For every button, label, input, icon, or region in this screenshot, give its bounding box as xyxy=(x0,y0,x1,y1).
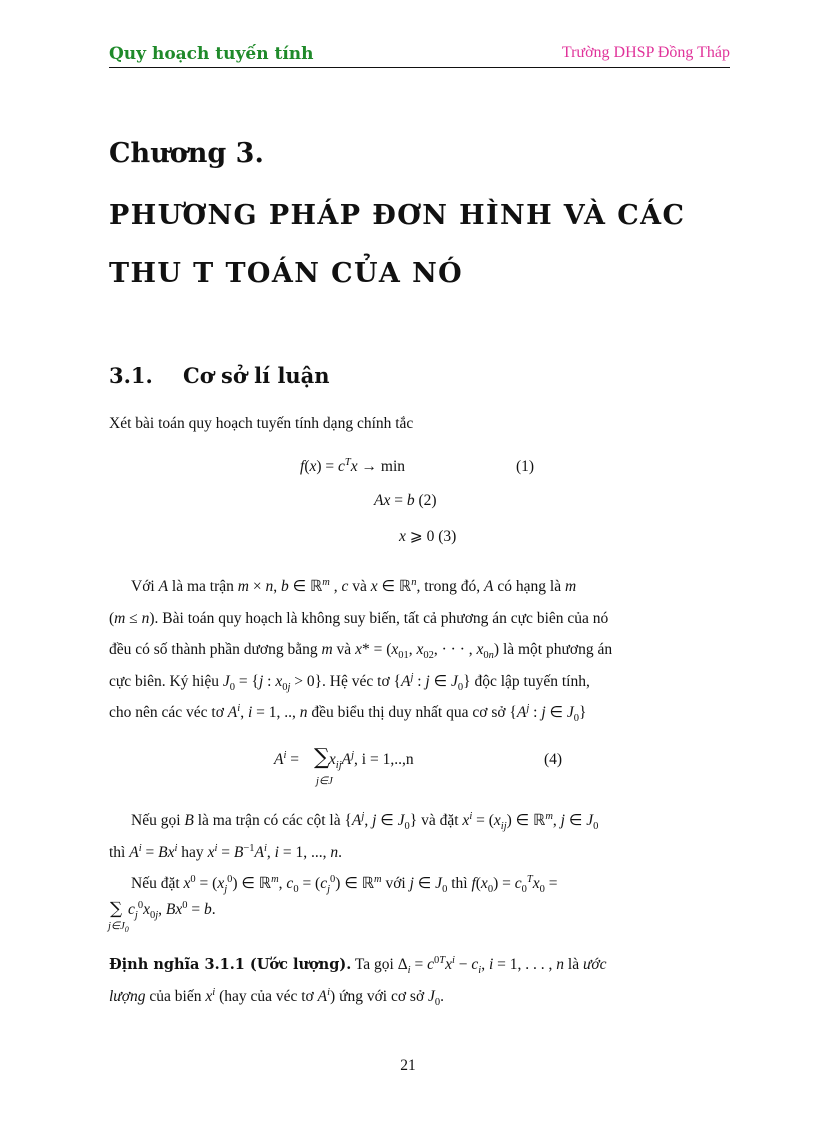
body-paragraph-2: Nếu gọi B là ma trận có các cột là {$A^j$, j ∈ $J_0$} và đặt $x^i = (x_{ij})$ ∈ ℝ$^m$, j ∈ $J_0$ thì $A^i = Bx^i$ hay $x^i = B^{-1}A^i$, i = 1, ..., n. xyxy=(109,810,599,861)
equation-objective: $f(x) = c^Tx \to \min$ xyxy=(300,456,406,475)
equation-number-1: (1) xyxy=(516,458,535,475)
running-header-title: Quy hoạch tuyến tính xyxy=(109,44,314,64)
header-divider xyxy=(109,67,730,68)
summation-index-2: $j\in J_0$ xyxy=(108,921,129,935)
definition-term-1: ước xyxy=(582,956,607,973)
equation-4-range: i = 1,..,n xyxy=(361,751,414,768)
equation-number-2: (2) xyxy=(418,492,437,509)
definition-term-2: lượng xyxy=(109,987,146,1005)
equation-constraint: Ax = b (2) xyxy=(374,492,437,509)
equation-number-4: (4) xyxy=(544,751,563,768)
intro-paragraph: Xét bài toán quy hoạch tuyến tính dạng chính tắc xyxy=(109,415,414,432)
page-number: 21 xyxy=(400,1057,416,1074)
definition-paragraph: Định nghĩa 3.1.1 (Ước lượng). Ta gọi $\Delta_i = c^{0T}x^i - c_i$, i = 1, . . . , n là ước lượng của biến $x^i$ (hay của véc tơ $A^i$) ứng với cơ sở $J_0$. xyxy=(109,954,607,1008)
section-number: 3.1. xyxy=(109,363,153,388)
body-paragraph-3: Nếu đặt $x^0 = (x_j^0)$ ∈ ℝ$^m$, $c_0 = (c_j^0)$ ∈ ℝ$^m$ với j ∈ $J_0$ thì $f(x_0) = c_0^Tx_0$ = xyxy=(131,873,558,896)
summation-index: j∈J xyxy=(316,776,333,787)
equation-nonneg: x ⩾ 0 (3) xyxy=(399,528,457,545)
definition-heading: Định nghĩa 3.1.1 (Ước lượng). xyxy=(109,956,352,973)
summation-sign-2: ∑ xyxy=(110,899,123,919)
chapter-title-line-1: PHƯƠNG PHÁP ĐƠN HÌNH VÀ CÁC xyxy=(109,200,686,231)
equation-number-3: (3) xyxy=(438,528,457,545)
chapter-title-line-2: THU T TOÁN CỦA NÓ xyxy=(109,258,464,289)
chapter-label: Chương 3. xyxy=(109,138,264,169)
equation-objective-value: $c_j^0x_{0j}$, $Bx^0 = b$. xyxy=(128,899,216,922)
summation-sign: ∑ xyxy=(314,745,330,770)
running-header-institution: Trường DHSP Đồng Tháp xyxy=(561,44,730,61)
section-heading xyxy=(109,363,330,388)
equation-basis-expansion: $A^i = x_{ij}A^j$, i = 1,..,n xyxy=(274,749,414,772)
section-title: Cơ sở lí luận xyxy=(183,363,330,388)
body-paragraph-1: Với A là ma trận m × n, b ∈ ℝ$^m$ , c và x ∈ ℝ$^n$, trong đó, A có hạng là m (m ≤ n). Bài toán quy hoạch là không suy biến, tất cả phương án cực biên của nó đều có số thành phần dương bằng m và $x* = (x_{01}$, $x_{02}$, · · · , $x_{0n}$) là một phương án cực biên. Ký hiệu $J_0 = \{j$ : $x_{0j} > 0$}. Hệ véc tơ {$A^j$ : j ∈ $J_0$} độc lập tuyến tính, cho nên các véc tơ $A^i$, i = 1, .., n đều biểu thị duy nhất qua cơ sở {$A^j$ : j ∈ $J_0$} xyxy=(109,576,613,725)
